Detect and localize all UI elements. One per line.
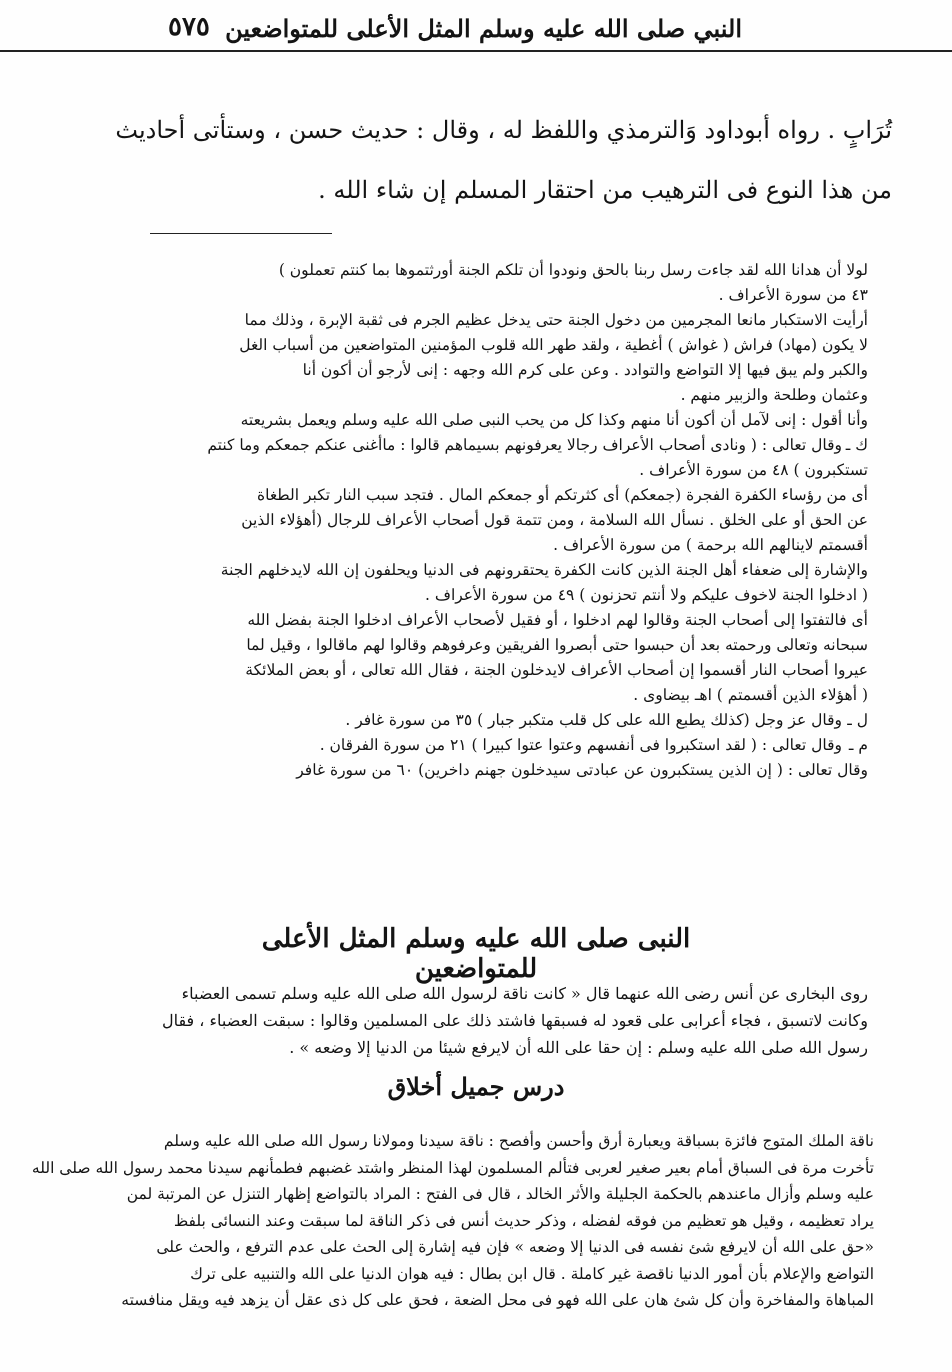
footnote-text: لولا أن هدانا الله لقد جاءت رسل ربنا بالحق ونودوا أن تلكم الجنة أورثتموها بما كنتم تعملون ) <box>278 261 868 279</box>
footnote-text: عيروا أصحاب النار أقسموا إن أصحاب الأعراف لايدخلون الجنة ، فقال الله تعالى ، أو بعض الملائكة <box>245 661 868 679</box>
text-line: رسول الله صلى الله عليه وسلم : إن حقا على الله أن لايرفع شيئا من الدنيا إلا وضعه » . <box>289 1038 868 1057</box>
footnote-divider <box>150 233 332 234</box>
footnote-label: ل ـ <box>847 711 868 729</box>
footnote-line <box>150 408 868 433</box>
intro-line: تُرَابٍ . رواه أبوداود وَالترمذي واللفظ له ، وقال : حديث حسن ، وستأتى أحاديث <box>115 116 892 144</box>
text-line: روى البخارى عن أنس رضى الله عنهما قال « كانت ناقة لرسول الله صلى الله عليه وسلم تسمى العضباء <box>181 984 868 1003</box>
footnote-text: أقسمتم لاينالهم الله برحمة ) من سورة الأعراف . <box>553 536 868 554</box>
footnote-text: أى فالتفتوا إلى أصحاب الجنة وقالوا لهم ادخلوا ، أو فقيل لأصحاب الأعراف ادخلوا الجنة بفضل الله <box>247 611 868 629</box>
footnote-line <box>150 683 868 708</box>
intro-line: من هذا النوع فى الترهيب من احتقار المسلم إن شاء الله . <box>318 176 892 204</box>
footnote-line <box>150 583 868 608</box>
text-line: تأخرت مرة فى السباق أمام بعير صغير لعربى فتألم المسلمون لهذا المنظر واشتد غضبهم فطمأنهم سيدنا محمد رسول الله صلى الله <box>31 1158 874 1177</box>
footnote-text: ( ادخلوا الجنة لاخوف عليكم ولا أنتم تحزنون ) ٤٩ من سورة الأعراف . <box>425 586 868 604</box>
running-header <box>0 8 952 52</box>
section-heading: النبى صلى الله عليه وسلم المثل الأعلى للمتواضعين <box>261 924 691 984</box>
footnote-line <box>150 633 868 658</box>
footnote-text: وعثمان وطلحة والزبير منهم . <box>680 386 868 404</box>
footnote-line <box>150 433 868 458</box>
footnote-line <box>150 733 868 758</box>
footnote-text: ٤٣ من سورة الأعراف . <box>718 286 868 304</box>
footnote-text: عن الحق أو على الخلق . نسأل الله السلامة ، ومن تتمة قول أصحاب الأعراف للرجال (أهؤلاء الذين <box>241 511 868 529</box>
footnote-line <box>150 383 868 408</box>
footnote-text: لا يكون (مهاد) فراش ( غواش ) أغطية ، ولقد طهر الله قلوب المؤمنين المتواضعين من أسباب الغل <box>239 336 868 354</box>
footnote-text: والإشارة إلى ضعفاء أهل الجنة الذين كانت الكفرة يحتقرونهم فى الدنيا ويحلفون إن الله لايدخلهم الجنة <box>220 561 868 579</box>
footnote-line <box>150 758 868 783</box>
footnotes <box>150 258 868 783</box>
text-line: المباهاة والمفاخرة وأن كل شئ هان على الله فهو فى محل الضعة ، فحق على كل ذى عقل أن يزهد فيه ويقل منافسته <box>121 1291 874 1309</box>
text-line: التواضع والإعلام بأن أمور الدنيا ناقصة غير كاملة . قال ابن بطال : فيه هوان الدنيا على الله والتنبيه على ترك <box>190 1264 874 1283</box>
footnote-text: أى من رؤساء الكفرة الفجرة (جمعكم) أى كثرتكم أو جمعكم المال . فتجد سبب النار تكبر الطغاة <box>256 486 868 504</box>
footnote-text: وأنا أقول : إنى لآمل أن أكون أنا منهم وكذا كل من يحب النبى صلى الله عليه وسلم ويعمل بشريعته <box>240 411 868 429</box>
footnote-text: وقال تعالى : ( ونادى أصحاب الأعراف رجالا يعرفونهم بسيماهم قالوا : ماأغنى عنكم جمعكم وما كنتم <box>207 436 842 454</box>
footnote-label: م ـ <box>848 736 868 754</box>
footnote-line <box>150 483 868 508</box>
footnote-text: وقال تعالى : ( لقد استكبروا فى أنفسهم وعتوا عتوا كبيرا ) ٢١ من سورة الفرقان . <box>319 736 842 754</box>
text-line: ناقة الملك المتوج فائزة بسباقة ويعبارة أرق وأحسن وأفصح : ناقة سيدنا ومولانا رسول الله صلى الله عليه وسلم <box>163 1132 874 1150</box>
lesson-heading: درس جميل أخلاق <box>387 1072 565 1101</box>
text-line: وكانت لاتسبق ، فجاء أعرابى على قعود له فسبقها فاشتد ذلك على المسلمين وقالوا : سبقت العضباء ، فقال <box>161 1011 868 1030</box>
footnote-line <box>150 608 868 633</box>
intro-paragraph <box>115 100 892 220</box>
footnote-text: ( أهؤلاء الذين أقسمتم ) اهـ بيضاوى . <box>633 686 868 704</box>
footnote-line <box>150 558 868 583</box>
footnote-text: والكبر ولم يبق فيها إلا التواضع والتوادد . وعن على كرم الله وجهه : إنى لأرجو أن أكون أنا <box>302 361 868 379</box>
text-line: «حق على الله أن لايرفع شئ نفسه فى الدنيا إلا وضعه » فإن فيه إشارة إلى الحث على عدم الترفع ، والحث على <box>156 1238 874 1256</box>
footnote-line <box>150 658 868 683</box>
text-line: يراد تعظيمه ، وقيل هو تعظيم من فوقه لفضله ، وذكر حديث أنس فى ذكر الناقة لما سبقت وعند النسائى بلفظ <box>173 1211 874 1230</box>
text-line: عليه وسلم وأزال ماعندهم بالحكمة الجليلة والأثر الخالد ، قال فى الفتح : المراد بالتواضع إظهار التنزل عن المرتبة لمن <box>126 1185 874 1203</box>
footnote-line <box>150 358 868 383</box>
footnote-line <box>150 258 868 283</box>
footnote-line <box>150 283 868 308</box>
footnote-text: وقال عز وجل (كذلك يطبع الله على كل قلب متكبر جبار ) ٣٥ من سورة غافر . <box>345 711 842 729</box>
footnote-text: تستكبرون ) ٤٨ من سورة الأعراف . <box>639 461 868 479</box>
section-body <box>150 980 868 1061</box>
footnote-text: أرأيت الاستكبار مانعا المجرمين من دخول الجنة حتى يدخل عظيم الجرم فى ثقبة الإبرة ، وذلك مما <box>244 311 868 329</box>
footnote-line <box>150 308 868 333</box>
footnote-text: سبحانه وتعالى ورحمته بعد أن حبسوا حتى أبصروا الفريقين وعرفوهم وقالوا لهم ماقالوا ، وقيل لما <box>246 636 868 654</box>
footnote-line <box>150 708 868 733</box>
footnote-line <box>150 533 868 558</box>
lesson-body <box>31 1128 874 1314</box>
footnote-text: وقال تعالى : ( إن الذين يستكبرون عن عبادتى سيدخلون جهنم داخرين) ٦٠ من سورة غافر <box>296 761 868 779</box>
footnote-label: ك ـ <box>845 436 868 454</box>
running-title: النبي صلى الله عليه وسلم المثل الأعلى للمتواضعين <box>225 14 742 43</box>
footnote-line <box>150 333 868 358</box>
page-number: ٥٧٥ <box>168 12 210 42</box>
footnote-line <box>150 458 868 483</box>
footnote-line <box>150 508 868 533</box>
